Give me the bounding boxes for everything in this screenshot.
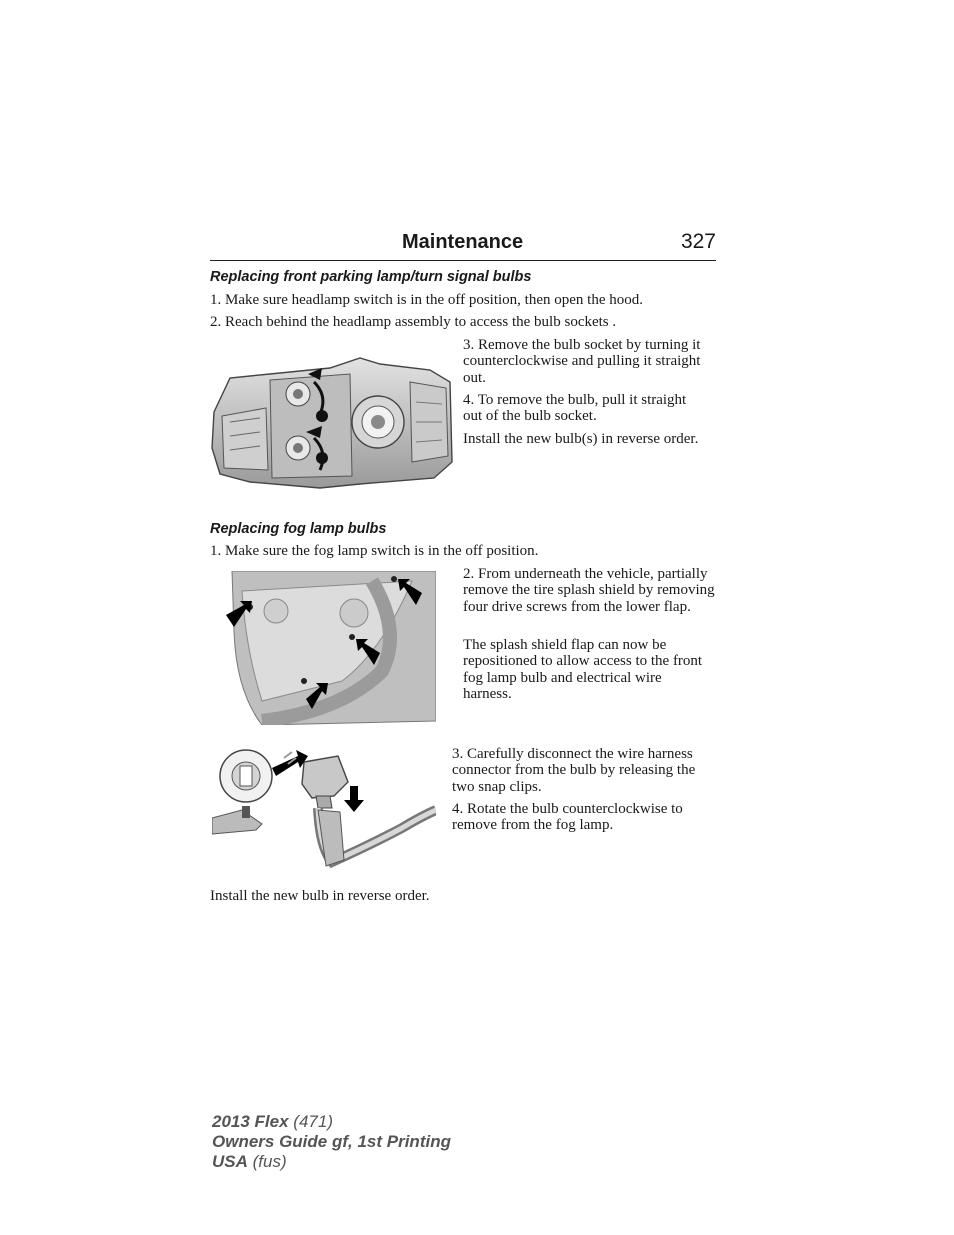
footer-model: 2013 Flex <box>212 1112 289 1131</box>
page-footer <box>212 1112 451 1172</box>
page-header <box>210 230 716 261</box>
parking-step-1: 1. Make sure headlamp switch is in the off position, then open the hood. <box>210 292 643 308</box>
headlamp-assembly-illustration <box>210 352 454 490</box>
footer-guide: Owners Guide gf, 1st Printing <box>212 1132 451 1151</box>
parking-step-3: 3. Remove the bulb socket by turning it counterclockwise and pulling it straight out. <box>463 337 701 386</box>
fog-lamp-connector-illustration <box>212 748 436 872</box>
footer-market-code: (fus) <box>252 1152 287 1171</box>
footer-model-code: (471) <box>293 1112 333 1131</box>
parking-step-4: 4. To remove the bulb, pull it straight out of the bulb socket. <box>463 392 687 425</box>
fog-step-4: 4. Rotate the bulb counterclockwise to remove from the fog lamp. <box>452 801 683 834</box>
page-number: 327 <box>680 230 716 253</box>
fog-note: The splash shield flap can now be repositioned to allow access to the front fog lamp bulb and electrical wire harness. <box>463 637 703 703</box>
footer-line-1 <box>212 1112 451 1132</box>
fog-step-1: 1. Make sure the fog lamp switch is in the off position. <box>210 543 539 559</box>
section-title: Maintenance <box>402 231 524 253</box>
parking-install: Install the new bulb(s) in reverse order. <box>463 431 699 447</box>
splash-shield-illustration <box>222 571 436 725</box>
footer-market: USA <box>212 1152 248 1171</box>
footer-line-3 <box>212 1152 451 1172</box>
fog-install: Install the new bulb in reverse order. <box>210 888 430 904</box>
footer-line-2 <box>212 1132 451 1152</box>
parking-step-2: 2. Reach behind the headlamp assembly to access the bulb sockets . <box>210 314 617 330</box>
fog-step-2: 2. From underneath the vehicle, partially remove the tire splash shield by removing four drive screws from the lower flap. <box>463 566 715 615</box>
fog-heading: Replacing fog lamp bulbs <box>210 521 387 537</box>
fog-step-3: 3. Carefully disconnect the wire harness connector from the bulb by releasing the two snap clips. <box>452 746 696 795</box>
parking-heading: Replacing front parking lamp/turn signal bulbs <box>210 269 532 285</box>
